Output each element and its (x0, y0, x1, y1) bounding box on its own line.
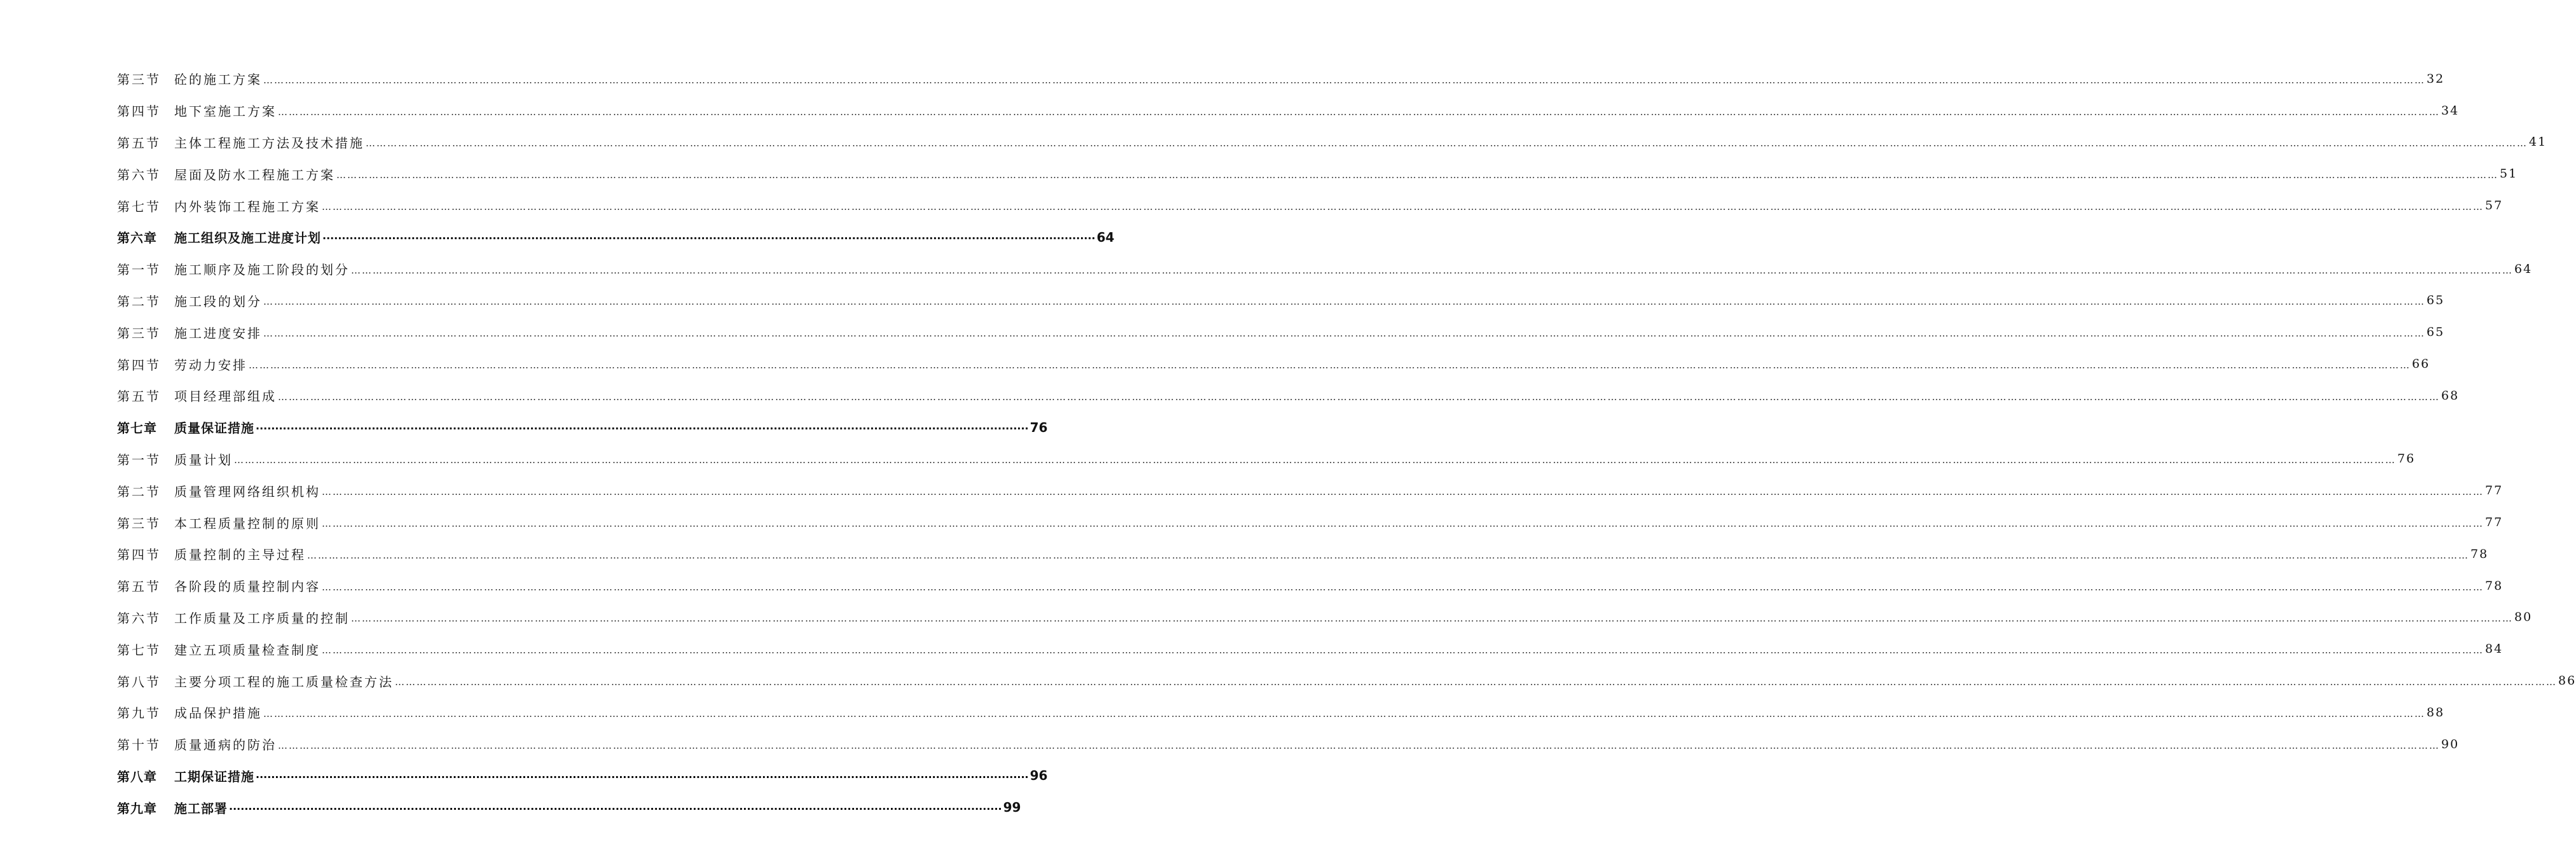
toc-entry-title: 质量管理网络组织机构 (174, 483, 320, 499)
toc-dot-leader: …………………………………………………………………………………………………………………………………………………………………………………………………………………………………………………………………………………………………………………………………………………………………………………………………………………………………………………………………………………………………………………………………………………… (322, 518, 2484, 530)
toc-dot-leader: …………………………………………………………………………………………………………………………………………………………………………………………………………………………………………………………………………………………………………………………………………………………………………………………………………………………………………………………………………………………………………………………………………………… (278, 739, 2440, 751)
toc-entry-label: 第八节 (117, 674, 161, 690)
toc-entry-title: 施工组织及施工进度计划 (174, 230, 321, 246)
toc-entry-label: 第八章 (117, 768, 157, 784)
toc-entry-label: 第二节 (117, 293, 161, 309)
toc-section-entry[interactable] (117, 538, 2489, 570)
toc-entry-page-number: 99 (1003, 800, 1021, 816)
toc-dot-leader: …………………………………………………………………………………………………………………………………………………………………………………………………………………………………………………………………………………………………………………………………………………………………………………………………………………………………………………………………………………………………………………………………………………… (278, 391, 2440, 403)
toc-entry-page-number: 66 (2412, 357, 2430, 372)
toc-entry-title: 施工部署 (174, 800, 228, 816)
toc-entry-title: 工期保证措施 (174, 768, 254, 784)
toc-entry-title: 施工段的划分 (174, 293, 262, 309)
toc-section-entry[interactable] (117, 190, 2504, 221)
toc-entry-title: 质量保证措施 (174, 421, 254, 436)
toc-entry-title: 劳动力安排 (174, 357, 247, 373)
toc-section-entry[interactable] (117, 506, 2504, 538)
toc-entry-page-number: 86 (2558, 674, 2576, 688)
toc-entry-label: 第四节 (117, 104, 161, 120)
toc-section-entry[interactable] (117, 158, 2518, 190)
toc-chapter-entry[interactable] (117, 791, 1021, 823)
toc-entry-page-number: 65 (2427, 293, 2445, 308)
toc-entry-page-number: 76 (1030, 419, 1048, 435)
toc-entry-page-number: 76 (2397, 452, 2416, 466)
toc-entry-label: 第七章 (117, 421, 157, 436)
toc-section-entry[interactable] (117, 665, 2576, 697)
toc-entry-title: 质量计划 (174, 452, 233, 468)
toc-entry-page-number: 78 (2470, 546, 2489, 561)
toc-section-entry[interactable] (117, 728, 2460, 760)
toc-entry-label: 第七节 (117, 198, 161, 214)
toc-entry-label: 第十节 (117, 737, 161, 753)
toc-section-entry[interactable] (117, 443, 2416, 475)
toc-entry-label: 第九章 (117, 800, 157, 816)
toc-entry-page-number: 78 (2485, 578, 2504, 593)
toc-entry-title: 质量通病的防治 (174, 737, 277, 753)
toc-dot-leader: ········································································································································································································ (229, 802, 1002, 815)
toc-section-entry[interactable] (117, 253, 2533, 285)
toc-entry-page-number: 57 (2485, 198, 2504, 213)
toc-entry-page-number: 65 (2427, 325, 2445, 340)
toc-entry-label: 第五节 (117, 579, 161, 595)
toc-entry-page-number: 68 (2441, 388, 2460, 403)
toc-section-entry[interactable] (117, 380, 2460, 412)
toc-entry-label: 第二节 (117, 483, 161, 499)
toc-dot-leader: …………………………………………………………………………………………………………………………………………………………………………………………………………………………………………………………………………………………………………………………………………………………………………………………………………………………………………………………………………………………………………………………………………………… (366, 137, 2528, 149)
toc-entry-title: 各阶段的质量控制内容 (174, 579, 320, 595)
toc-entry-title: 施工顺序及施工阶段的划分 (174, 262, 350, 278)
toc-entry-title: 本工程质量控制的原则 (174, 515, 320, 531)
toc-entry-label: 第五节 (117, 135, 161, 151)
toc-entry-page-number: 64 (1096, 229, 1115, 245)
toc-dot-leader: …………………………………………………………………………………………………………………………………………………………………………………………………………………………………………………………………………………………………………………………………………………………………………………………………………………………………………………………………………………………………………………………………………………… (322, 201, 2484, 213)
toc-dot-leader: ········································································································································································································ (256, 770, 1029, 783)
toc-entry-label: 第三节 (117, 325, 161, 341)
toc-entry-page-number: 90 (2441, 737, 2460, 751)
toc-section-entry[interactable] (117, 95, 2460, 127)
toc-dot-leader: …………………………………………………………………………………………………………………………………………………………………………………………………………………………………………………………………………………………………………………………………………………………………………………………………………………………………………………………………………………………………………………………………………………… (322, 644, 2484, 657)
toc-dot-leader: …………………………………………………………………………………………………………………………………………………………………………………………………………………………………………………………………………………………………………………………………………………………………………………………………………………………………………………………………………………………………………………………………………………… (395, 676, 2557, 688)
toc-entry-title: 工作质量及工序质量的控制 (174, 610, 350, 626)
toc-entry-label: 第一节 (117, 262, 161, 278)
toc-section-entry[interactable] (117, 285, 2445, 317)
toc-section-entry[interactable] (117, 127, 2547, 158)
toc-entry-page-number: 88 (2427, 705, 2445, 719)
toc-entry-label: 第九节 (117, 706, 161, 721)
toc-entry-label: 第六节 (117, 610, 161, 626)
toc-entry-page-number: 51 (2500, 167, 2518, 181)
toc-dot-leader: …………………………………………………………………………………………………………………………………………………………………………………………………………………………………………………………………………………………………………………………………………………………………………………………………………………………………………………………………………………………………………………………………………………… (234, 454, 2396, 466)
toc-entry-title: 建立五项质量检查制度 (174, 642, 320, 658)
toc-entry-label: 第三节 (117, 515, 161, 531)
toc-entry-page-number: 84 (2485, 642, 2504, 657)
toc-chapter-entry[interactable] (117, 412, 1048, 443)
toc-entry-page-number: 77 (2485, 483, 2504, 498)
toc-entry-label: 第四节 (117, 547, 161, 563)
toc-dot-leader: …………………………………………………………………………………………………………………………………………………………………………………………………………………………………………………………………………………………………………………………………………………………………………………………………………………………………………………………………………………………………………………………………………………… (351, 264, 2513, 276)
toc-dot-leader: …………………………………………………………………………………………………………………………………………………………………………………………………………………………………………………………………………………………………………………………………………………………………………………………………………………………………………………………………………………………………………………………………………………… (263, 707, 2425, 719)
toc-entry-label: 第六章 (117, 230, 157, 246)
toc-entry-page-number: 41 (2529, 135, 2547, 149)
toc-section-entry[interactable] (117, 475, 2504, 506)
toc-dot-leader: …………………………………………………………………………………………………………………………………………………………………………………………………………………………………………………………………………………………………………………………………………………………………………………………………………………………………………………………………………………………………………………………………………………… (263, 296, 2425, 308)
toc-section-entry[interactable] (117, 570, 2504, 602)
toc-entry-title: 地下室施工方案 (174, 104, 277, 120)
toc-section-entry[interactable] (117, 348, 2430, 380)
toc-dot-leader: …………………………………………………………………………………………………………………………………………………………………………………………………………………………………………………………………………………………………………………………………………………………………………………………………………………………………………………………………………………………………………………………………………………… (322, 486, 2484, 498)
toc-entry-title: 项目经理部组成 (174, 389, 277, 405)
toc-section-entry[interactable] (117, 602, 2533, 634)
toc-entry-page-number: 34 (2441, 103, 2460, 118)
toc-entry-page-number: 64 (2514, 261, 2533, 276)
toc-entry-title: 施工进度安排 (174, 325, 262, 341)
toc-chapter-entry[interactable] (117, 221, 1115, 253)
toc-dot-leader: …………………………………………………………………………………………………………………………………………………………………………………………………………………………………………………………………………………………………………………………………………………………………………………………………………………………………………………………………………………………………………………………………………………… (307, 549, 2469, 561)
toc-entry-label: 第五节 (117, 389, 161, 405)
toc-entry-title: 主要分项工程的施工质量检查方法 (174, 674, 394, 690)
toc-dot-leader: …………………………………………………………………………………………………………………………………………………………………………………………………………………………………………………………………………………………………………………………………………………………………………………………………………………………………………………………………………………………………………………………………………………… (322, 581, 2484, 593)
table-of-contents (117, 63, 2576, 823)
toc-dot-leader: …………………………………………………………………………………………………………………………………………………………………………………………………………………………………………………………………………………………………………………………………………………………………………………………………………………………………………………………………………………………………………………………………………………… (263, 74, 2425, 86)
toc-entry-title: 主体工程施工方法及技术措施 (174, 135, 364, 151)
toc-entry-title: 屋面及防水工程施工方案 (174, 167, 335, 183)
toc-section-entry[interactable] (117, 316, 2445, 348)
toc-entry-label: 第一节 (117, 452, 161, 468)
toc-dot-leader: …………………………………………………………………………………………………………………………………………………………………………………………………………………………………………………………………………………………………………………………………………………………………………………………………………………………………………………………………………………………………………………………………………………… (351, 613, 2513, 625)
toc-entry-label: 第三节 (117, 72, 161, 88)
toc-dot-leader: ········································································································································································································ (256, 422, 1029, 435)
toc-dot-leader: …………………………………………………………………………………………………………………………………………………………………………………………………………………………………………………………………………………………………………………………………………………………………………………………………………………………………………………………………………………………………………………………………………………… (336, 169, 2498, 181)
toc-section-entry[interactable] (117, 63, 2445, 95)
toc-section-entry[interactable] (117, 633, 2504, 665)
toc-dot-leader: …………………………………………………………………………………………………………………………………………………………………………………………………………………………………………………………………………………………………………………………………………………………………………………………………………………………………………………………………………………………………………………………………………………… (249, 359, 2411, 372)
toc-entry-label: 第七节 (117, 642, 161, 658)
toc-entry-title: 内外装饰工程施工方案 (174, 198, 320, 214)
toc-entry-page-number: 96 (1030, 768, 1048, 784)
toc-entry-page-number: 32 (2427, 71, 2445, 86)
toc-dot-leader: ········································································································································································································ (322, 232, 1096, 245)
toc-dot-leader: …………………………………………………………………………………………………………………………………………………………………………………………………………………………………………………………………………………………………………………………………………………………………………………………………………………………………………………………………………………………………………………………………………………… (263, 328, 2425, 340)
toc-entry-page-number: 80 (2514, 610, 2533, 625)
toc-section-entry[interactable] (117, 697, 2445, 728)
toc-entry-label: 第六节 (117, 167, 161, 183)
toc-entry-title: 质量控制的主导过程 (174, 547, 306, 563)
toc-entry-title: 成品保护措施 (174, 706, 262, 721)
toc-dot-leader: …………………………………………………………………………………………………………………………………………………………………………………………………………………………………………………………………………………………………………………………………………………………………………………………………………………………………………………………………………………………………………………………………………………… (278, 106, 2440, 118)
toc-entry-label: 第四节 (117, 357, 161, 373)
toc-chapter-entry[interactable] (117, 760, 1048, 792)
toc-entry-title: 砼的施工方案 (174, 72, 262, 88)
toc-entry-page-number: 77 (2485, 515, 2504, 530)
